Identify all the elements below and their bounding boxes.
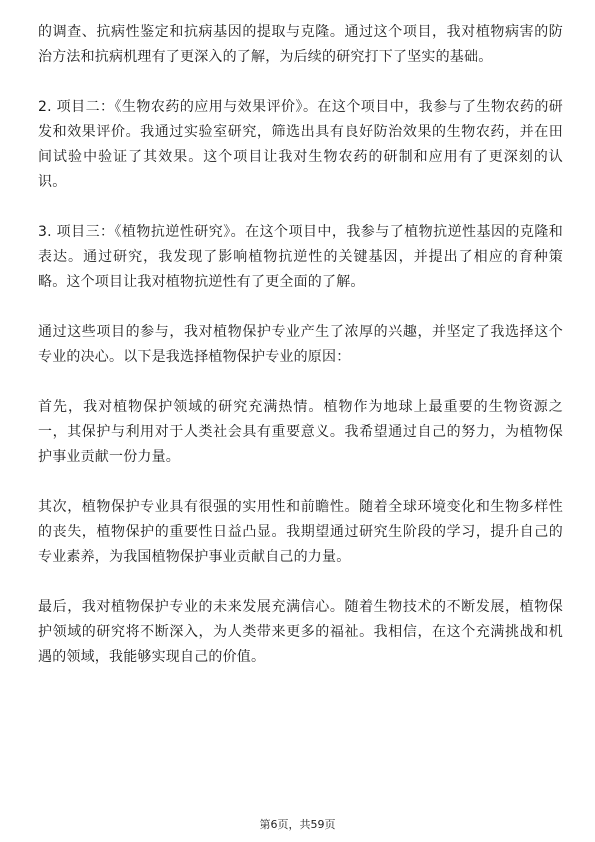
paragraph-project-two: 2. 项目二：《生物农药的应用与效果评价》。在这个项目中，我参与了生物农药的研发和效果评价。我通过实验室研究，筛选出具有良好防治效果的生物农药，并在田间试验中验证了其效果。这个项目让我对生物农药的研制和应用有了更深刻的认识。 [38, 99, 563, 190]
paragraph-reason-first: 首先，我对植物保护领域的研究充满热情。植物作为地球上最重要的生物资源之一，其保护与利用对于人类社会具有重要意义。我希望通过自己的努力，为植物保护事业贡献一份力量。 [38, 399, 563, 465]
paragraph-summary: 通过这些项目的参与，我对植物保护专业产生了浓厚的兴趣，并坚定了我选择这个专业的决心。以下是我选择植物保护专业的原因： [38, 324, 563, 365]
document-body [38, 20, 563, 695]
paragraph-project-three: 3. 项目三：《植物抗逆性研究》。在这个项目中，我参与了植物抗逆性基因的克隆和表达。通过研究，我发现了影响植物抗逆性的关键基因，并提出了相应的育种策略。这个项目让我对植物抗逆性有了更全面的了解。 [38, 224, 563, 290]
paragraph-reason-last: 最后，我对植物保护专业的未来发展充满信心。随着生物技术的不断发展，植物保护领域的研究将不断深入，为人类带来更多的福祉。我相信，在这个充满挑战和机遇的领域，我能够实现自己的价值。 [38, 599, 563, 665]
page-number-footer: 第6页，共59页 [259, 818, 336, 831]
paragraph-reason-second: 其次，植物保护专业具有很强的实用性和前瞻性。随着全球环境变化和生物多样性的丧失，植物保护的重要性日益凸显。我期望通过研究生阶段的学习，提升自己的专业素养，为我国植物保护事业贡献自己的力量。 [38, 499, 563, 565]
paragraph-project-one-continued: 的调查、抗病性鉴定和抗病基因的提取与克隆。通过这个项目，我对植物病害的防治方法和抗病机理有了更深入的了解，为后续的研究打下了坚实的基础。 [38, 24, 563, 65]
